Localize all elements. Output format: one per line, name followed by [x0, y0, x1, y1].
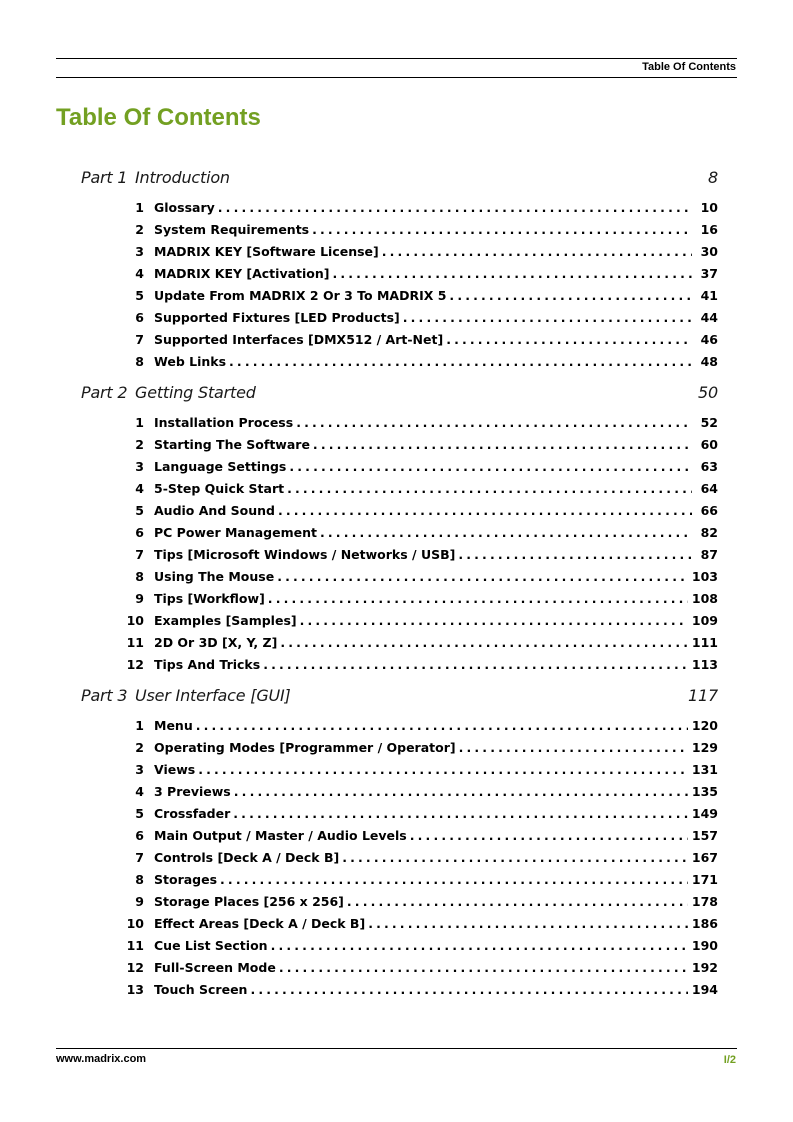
toc-part-1[interactable] [81, 168, 718, 192]
toc-entry[interactable] [120, 761, 718, 779]
toc-entry[interactable] [120, 893, 718, 911]
dot-leader [220, 871, 688, 889]
toc-entry[interactable] [120, 717, 718, 735]
entry-page: 149 [691, 806, 718, 821]
toc-entry[interactable] [120, 199, 718, 217]
dot-leader [342, 849, 688, 867]
toc-entry[interactable] [120, 871, 718, 889]
entry-page: 60 [700, 437, 718, 452]
part-page: 8 [708, 168, 718, 187]
part-page: 117 [688, 686, 718, 705]
dot-leader [229, 353, 692, 371]
dot-leader [196, 717, 688, 735]
footer-rule [56, 1048, 737, 1049]
entry-title: Audio And Sound [154, 503, 275, 518]
toc-part-2[interactable] [81, 383, 718, 407]
header-rule-bottom [56, 77, 737, 78]
entry-page: 48 [700, 354, 718, 369]
entry-page: 37 [700, 266, 718, 281]
dot-leader [263, 656, 688, 674]
toc-entry[interactable] [120, 849, 718, 867]
dot-leader [287, 480, 692, 498]
entry-page: 109 [691, 613, 718, 628]
entry-page: 167 [691, 850, 718, 865]
toc-entry[interactable] [120, 414, 718, 432]
toc-entry[interactable] [120, 287, 718, 305]
entry-number: 6 [135, 525, 144, 540]
entry-page: 52 [700, 415, 718, 430]
part-name: Getting Started [135, 383, 256, 402]
entry-title: 2D Or 3D [X, Y, Z] [154, 635, 278, 650]
entry-title: 3 Previews [154, 784, 231, 799]
entry-title: MADRIX KEY [Software License] [154, 244, 379, 259]
entry-number: 8 [135, 354, 144, 369]
entry-number: 8 [135, 569, 144, 584]
dot-leader [332, 265, 692, 283]
dot-leader [198, 761, 688, 779]
entry-page: 171 [691, 872, 718, 887]
toc-entry[interactable] [120, 634, 718, 652]
toc-entry[interactable] [120, 937, 718, 955]
dot-leader [458, 546, 692, 564]
dot-leader [250, 981, 687, 999]
entry-page: 178 [691, 894, 718, 909]
toc-entry[interactable] [120, 739, 718, 757]
entry-page: 64 [700, 481, 718, 496]
entry-number: 6 [135, 310, 144, 325]
toc-entry[interactable] [120, 265, 718, 283]
entry-number: 3 [135, 244, 144, 259]
dot-leader [279, 959, 688, 977]
toc-entry[interactable] [120, 458, 718, 476]
entry-page: 131 [691, 762, 718, 777]
dot-leader [449, 287, 692, 305]
toc-entry[interactable] [120, 502, 718, 520]
entry-page: 82 [700, 525, 718, 540]
entry-page: 186 [691, 916, 718, 931]
entry-title: Update From MADRIX 2 Or 3 To MADRIX 5 [154, 288, 447, 303]
entry-number: 7 [135, 332, 144, 347]
entry-number: 12 [126, 960, 144, 975]
page-title: Table Of Contents [56, 104, 261, 131]
entry-title: Crossfader [154, 806, 231, 821]
toc-entry[interactable] [120, 612, 718, 630]
entry-number: 5 [135, 288, 144, 303]
dot-leader [278, 502, 692, 520]
entry-number: 13 [126, 982, 144, 997]
entry-title: Touch Screen [154, 982, 248, 997]
entry-number: 4 [135, 481, 144, 496]
entry-title: Tips [Microsoft Windows / Networks / USB] [154, 547, 456, 562]
dot-leader [368, 915, 688, 933]
entry-title: MADRIX KEY [Activation] [154, 266, 330, 281]
entry-page: 46 [700, 332, 718, 347]
entry-page: 44 [700, 310, 718, 325]
entry-number: 10 [126, 916, 144, 931]
part-name: Introduction [135, 168, 230, 187]
entry-number: 5 [135, 806, 144, 821]
entry-page: 87 [700, 547, 718, 562]
dot-leader [271, 937, 688, 955]
entry-number: 1 [135, 200, 144, 215]
toc-entry[interactable] [120, 656, 718, 674]
part-label: Part 1 [81, 168, 128, 187]
entry-title: Using The Mouse [154, 569, 275, 584]
entry-number: 3 [135, 762, 144, 777]
header-rule-top [56, 58, 737, 59]
entry-title: Installation Process [154, 415, 294, 430]
entry-title: Tips And Tricks [154, 657, 261, 672]
entry-title: 5-Step Quick Start [154, 481, 285, 496]
entry-page: 120 [691, 718, 718, 733]
dot-leader [289, 458, 692, 476]
entry-page: 190 [691, 938, 718, 953]
entry-title: Glossary [154, 200, 215, 215]
dot-leader [280, 634, 688, 652]
entry-title: Language Settings [154, 459, 287, 474]
entry-title: Starting The Software [154, 437, 310, 452]
entry-title: Tips [Workflow] [154, 591, 265, 606]
entry-title: Cue List Section [154, 938, 268, 953]
dot-leader [296, 414, 692, 432]
entry-title: Examples [Samples] [154, 613, 297, 628]
entry-number: 9 [135, 591, 144, 606]
toc-entry[interactable] [120, 915, 718, 933]
entry-page: 16 [700, 222, 718, 237]
toc-entry[interactable] [120, 827, 718, 845]
entry-number: 5 [135, 503, 144, 518]
dot-leader [313, 436, 692, 454]
entry-title: Main Output / Master / Audio Levels [154, 828, 407, 843]
part-label: Part 2 [81, 383, 128, 402]
dot-leader [347, 893, 688, 911]
entry-page: 192 [691, 960, 718, 975]
dot-leader [320, 524, 692, 542]
toc-entry[interactable] [120, 331, 718, 349]
toc-entry[interactable] [120, 805, 718, 823]
toc-entry[interactable] [120, 353, 718, 371]
dot-leader [382, 243, 692, 261]
entry-number: 4 [135, 784, 144, 799]
entry-page: 108 [691, 591, 718, 606]
entry-page: 113 [691, 657, 718, 672]
toc-entry[interactable] [120, 590, 718, 608]
dot-leader [268, 590, 688, 608]
entry-title: Full-Screen Mode [154, 960, 276, 975]
toc-part-3[interactable] [81, 686, 718, 710]
entry-number: 10 [126, 613, 144, 628]
toc-entry[interactable] [120, 546, 718, 564]
entry-number: 7 [135, 850, 144, 865]
entry-number: 2 [135, 222, 144, 237]
toc-entry[interactable] [120, 243, 718, 261]
entry-page: 135 [691, 784, 718, 799]
entry-number: 2 [135, 740, 144, 755]
header-title: Table Of Contents [642, 61, 736, 73]
dot-leader [234, 783, 688, 801]
entry-number: 3 [135, 459, 144, 474]
entry-number: 1 [135, 415, 144, 430]
entry-number: 6 [135, 828, 144, 843]
dot-leader [312, 221, 692, 239]
entry-title: Menu [154, 718, 193, 733]
toc-entry[interactable] [120, 959, 718, 977]
toc-entry[interactable] [120, 480, 718, 498]
entry-number: 9 [135, 894, 144, 909]
entry-title: Supported Fixtures [LED Products] [154, 310, 400, 325]
dot-leader [218, 199, 692, 217]
entry-number: 4 [135, 266, 144, 281]
part-name: User Interface [GUI] [135, 686, 291, 705]
entry-title: PC Power Management [154, 525, 317, 540]
entry-title: Controls [Deck A / Deck B] [154, 850, 340, 865]
toc-entry[interactable] [120, 524, 718, 542]
footer-url: www.madrix.com [56, 1053, 147, 1065]
entry-page: 41 [700, 288, 718, 303]
entry-title: Web Links [154, 354, 227, 369]
entry-page: 63 [700, 459, 718, 474]
toc-entry[interactable] [120, 568, 718, 586]
dot-leader [233, 805, 688, 823]
dot-leader [459, 739, 688, 757]
dot-leader [446, 331, 692, 349]
toc-entry[interactable] [120, 981, 718, 999]
part-page: 50 [698, 383, 718, 402]
entry-number: 7 [135, 547, 144, 562]
dot-leader [410, 827, 688, 845]
entry-number: 1 [135, 718, 144, 733]
entry-page: 194 [691, 982, 718, 997]
entry-page: 129 [691, 740, 718, 755]
entry-page: 10 [700, 200, 718, 215]
entry-number: 8 [135, 872, 144, 887]
entry-title: Views [154, 762, 196, 777]
toc-entry[interactable] [120, 783, 718, 801]
entry-title: Storages [154, 872, 218, 887]
entry-page: 103 [691, 569, 718, 584]
entry-page: 111 [691, 635, 718, 650]
toc-entry[interactable] [120, 221, 718, 239]
entry-title: Supported Interfaces [DMX512 / Art-Net] [154, 332, 444, 347]
toc-entry[interactable] [120, 309, 718, 327]
entry-number: 12 [126, 657, 144, 672]
toc-entry[interactable] [120, 436, 718, 454]
footer-page-number: I/2 [723, 1054, 736, 1066]
entry-title: Effect Areas [Deck A / Deck B] [154, 916, 366, 931]
dot-leader [403, 309, 692, 327]
entry-number: 2 [135, 437, 144, 452]
entry-number: 11 [126, 938, 144, 953]
dot-leader [277, 568, 688, 586]
entry-page: 30 [700, 244, 718, 259]
dot-leader [300, 612, 688, 630]
entry-title: Operating Modes [Programmer / Operator] [154, 740, 456, 755]
entry-page: 66 [700, 503, 718, 518]
entry-page: 157 [691, 828, 718, 843]
entry-title: System Requirements [154, 222, 310, 237]
entry-title: Storage Places [256 x 256] [154, 894, 344, 909]
part-label: Part 3 [81, 686, 128, 705]
entry-number: 11 [126, 635, 144, 650]
